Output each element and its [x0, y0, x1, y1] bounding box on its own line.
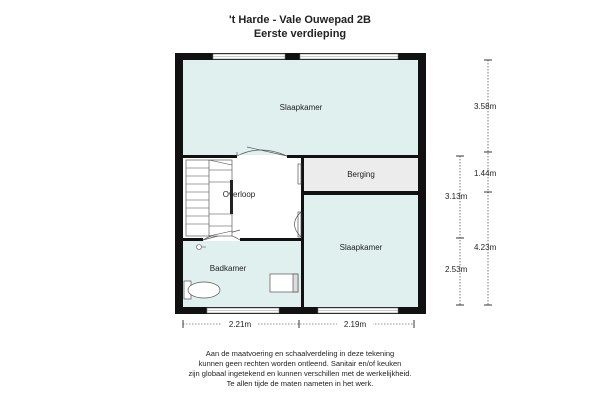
disclaimer-text [110, 349, 490, 389]
room-label-badkamer: Badkamer [209, 264, 247, 273]
wall-bedroom-overloop [183, 155, 237, 158]
plan-subtitle: Eerste verdieping [253, 28, 347, 40]
dimension-221: 2.21m [228, 320, 252, 329]
wall-right [418, 53, 426, 314]
sink-fixture [270, 274, 298, 292]
wall-bedroom-overloop-right [287, 155, 418, 158]
wall-berging-bedroom [304, 191, 418, 195]
disclaimer-line: zijn globaal ingetekend en kunnen verschillen met de werkelijkheid. [188, 369, 412, 378]
dimension-423: 4.23m [474, 243, 497, 252]
disclaimer-line: Te allen tijde de maten nameten in het werk. [226, 379, 374, 388]
room-label-slaapkamer-top: Slaapkamer [279, 103, 323, 112]
dimension-144: 1.44m [474, 169, 497, 178]
dimension-358: 3.58m [474, 102, 497, 111]
room-label-slaapkamer-right: Slaapkamer [339, 243, 383, 252]
wall-overloop-bath [183, 238, 203, 241]
dimension-219: 2.19m [343, 320, 367, 329]
room-label-overloop: Overloop [222, 190, 256, 199]
dimension-313: 3.13m [445, 192, 468, 201]
plan-title: 't Harde - Vale Ouwepad 2B [229, 14, 371, 26]
wall-overloop-right [301, 155, 304, 307]
toilet-fixture [184, 281, 220, 299]
wall-left [175, 53, 183, 314]
disclaimer-line: kunnen geen rechten worden ontleend. Sanitair en/of keuken [198, 359, 402, 368]
dimension-253: 2.53m [445, 265, 468, 274]
door-berging [298, 164, 301, 184]
room-label-berging: Berging [347, 170, 375, 179]
disclaimer-line: Aan de maatvoering en schaalverdeling in deze tekening [205, 349, 395, 358]
wall-overloop-bath-right [240, 238, 301, 241]
